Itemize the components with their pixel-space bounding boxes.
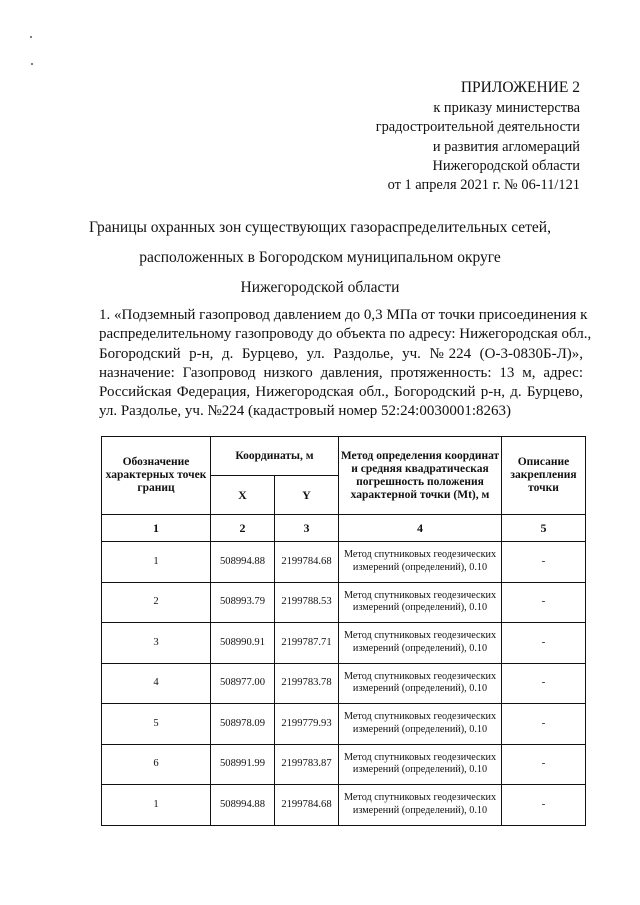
paragraph-line: назначение: Газопровод низкого давления, протяженность: 13 м, адрес: bbox=[99, 364, 583, 381]
cell-method: Метод спутниковых геодезических измерений (определений), 0.10 bbox=[339, 623, 502, 664]
paragraph-line: распределительному газопроводу до объекта по адресу: Нижегородская обл., bbox=[99, 326, 592, 343]
cell-point: 5 bbox=[102, 704, 211, 745]
column-number: 3 bbox=[275, 515, 339, 542]
cell-point: 6 bbox=[102, 744, 211, 785]
cell-point: 1 bbox=[102, 785, 211, 826]
column-number: 5 bbox=[502, 515, 586, 542]
cell-desc: - bbox=[502, 785, 586, 826]
cell-x: 508977.00 bbox=[211, 663, 275, 704]
cell-point: 3 bbox=[102, 623, 211, 664]
cell-y: 2199784.68 bbox=[275, 785, 339, 826]
cell-x: 508994.88 bbox=[211, 542, 275, 583]
cell-x: 508990.91 bbox=[211, 623, 275, 664]
cell-method: Метод спутниковых геодезических измерений (определений), 0.10 bbox=[339, 785, 502, 826]
cell-method: Метод спутниковых геодезических измерений (определений), 0.10 bbox=[339, 744, 502, 785]
cell-desc: - bbox=[502, 542, 586, 583]
cell-x: 508978.09 bbox=[211, 704, 275, 745]
header-desc: Описание закрепления точки bbox=[502, 437, 586, 515]
appendix-line: от 1 апреля 2021 г. № 06-11/121 bbox=[387, 177, 580, 194]
header-coords: Координаты, м bbox=[211, 437, 339, 476]
appendix-heading: ПРИЛОЖЕНИЕ 2 bbox=[460, 79, 580, 96]
appendix-line: Нижегородской области bbox=[432, 157, 580, 174]
cell-desc: - bbox=[502, 744, 586, 785]
cell-point: 4 bbox=[102, 663, 211, 704]
table-row bbox=[102, 704, 586, 745]
column-number: 4 bbox=[339, 515, 502, 542]
appendix-block bbox=[340, 78, 580, 195]
cell-desc: - bbox=[502, 704, 586, 745]
object-description bbox=[99, 306, 592, 422]
scan-speck bbox=[31, 63, 33, 65]
cell-method: Метод спутниковых геодезических измерений (определений), 0.10 bbox=[339, 582, 502, 623]
column-number: 2 bbox=[211, 515, 275, 542]
title-line: Нижегородской области bbox=[240, 279, 400, 296]
cell-method: Метод спутниковых геодезических измерений (определений), 0.10 bbox=[339, 542, 502, 583]
paragraph-line: ул. Раздолье, уч. №224 (кадастровый номер 52:24:0030001:8263) bbox=[99, 403, 511, 420]
header-method: Метод определения координат и средняя квадратическая погрешность положения характерной точки (Мt), м bbox=[339, 437, 502, 515]
boundary-points-table bbox=[101, 436, 586, 826]
cell-y: 2199779.93 bbox=[275, 704, 339, 745]
table-row bbox=[102, 663, 586, 704]
cell-point: 1 bbox=[102, 542, 211, 583]
table-row bbox=[102, 744, 586, 785]
scan-speck bbox=[30, 36, 32, 38]
title-line: расположенных в Богородском муниципальном округе bbox=[139, 249, 501, 266]
cell-y: 2199783.78 bbox=[275, 663, 339, 704]
paragraph-line: 1. «Подземный газопровод давлением до 0,3 МПа от точки присоединения к bbox=[99, 307, 588, 323]
header-y: Y bbox=[275, 476, 339, 515]
cell-method: Метод спутниковых геодезических измерений (определений), 0.10 bbox=[339, 704, 502, 745]
cell-desc: - bbox=[502, 623, 586, 664]
cell-y: 2199783.87 bbox=[275, 744, 339, 785]
cell-x: 508991.99 bbox=[211, 744, 275, 785]
cell-desc: - bbox=[502, 663, 586, 704]
paragraph-line: Богородский р-н, д. Бурцево, ул. Раздолье, уч. №224 (О-3-0830Б-Л)», bbox=[99, 345, 583, 362]
title-line: Границы охранных зон существующих газораспределительных сетей, bbox=[89, 219, 551, 236]
cell-x: 508993.79 bbox=[211, 582, 275, 623]
cell-x: 508994.88 bbox=[211, 785, 275, 826]
table-row bbox=[102, 582, 586, 623]
paragraph-line: Российская Федерация, Нижегородская обл., Богородский р-н, д. Бурцево, bbox=[99, 384, 583, 401]
appendix-line: градостроительной деятельности bbox=[375, 119, 580, 136]
column-number: 1 bbox=[102, 515, 211, 542]
cell-y: 2199788.53 bbox=[275, 582, 339, 623]
cell-method: Метод спутниковых геодезических измерений (определений), 0.10 bbox=[339, 663, 502, 704]
table-row bbox=[102, 785, 586, 826]
table-row bbox=[102, 623, 586, 664]
cell-y: 2199787.71 bbox=[275, 623, 339, 664]
appendix-line: и развития агломераций bbox=[432, 138, 580, 155]
header-x: X bbox=[211, 476, 275, 515]
document-title bbox=[60, 213, 580, 303]
header-point: Обозначение характерных точек границ bbox=[102, 437, 211, 515]
appendix-line: к приказу министерства bbox=[433, 100, 580, 117]
cell-y: 2199784.68 bbox=[275, 542, 339, 583]
cell-point: 2 bbox=[102, 582, 211, 623]
table-row bbox=[102, 542, 586, 583]
cell-desc: - bbox=[502, 582, 586, 623]
